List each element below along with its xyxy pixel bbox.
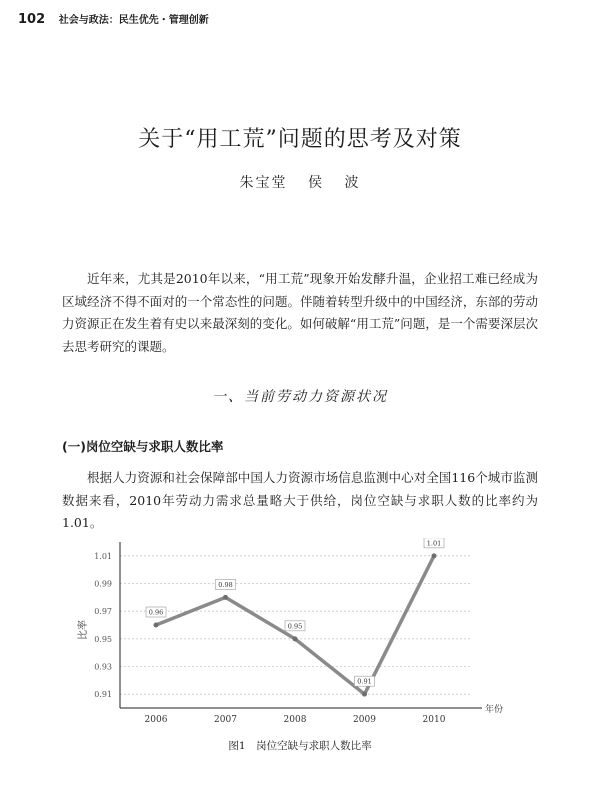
body-paragraph: 根据人力资源和社会保障部中国人力资源市场信息监测中心对全国116个城市监测数据来看，2010年劳动力需求总量略大于供给，岗位空缺与求职人数的比率约为1.01。 — [62, 470, 538, 530]
data-label: 1.01 — [426, 539, 442, 548]
x-tick-label: 2008 — [283, 715, 307, 725]
y-tick-label: 0.97 — [94, 607, 112, 617]
section-heading: 一、当前劳动力资源状况 — [212, 389, 388, 405]
data-label: 0.98 — [218, 580, 233, 589]
running-header — [18, 8, 209, 27]
y-tick-label: 0.91 — [94, 690, 112, 700]
x-tick-label: 2010 — [422, 715, 446, 725]
x-tick-label: 2009 — [353, 715, 376, 725]
ratio-line-chart — [70, 538, 530, 728]
data-label: 0.96 — [148, 608, 164, 617]
data-point — [293, 636, 298, 641]
data-label: 0.95 — [287, 622, 303, 631]
data-label: 0.91 — [357, 677, 372, 686]
y-tick-label: 0.93 — [94, 662, 112, 672]
subsection-heading: (一)岗位空缺与求职人数比率 — [62, 439, 224, 454]
data-point — [362, 692, 367, 697]
intro-paragraph: 近年来，尤其是2010年以来，“用工荒”现象开始发酵升温，企业招工难已经成为区域经济不得不面对的一个常态性的问题。伴随着转型升级中的中国经济，东部的劳动力资源正在发生着有史以来最深刻的变化。如何破解“用工荒”问题，是一个需要深层次去思考研究的课题。 — [62, 271, 538, 354]
y-tick-label: 1.01 — [94, 551, 112, 561]
article-authors: 朱宝堂 侯 波 — [239, 175, 361, 191]
data-point — [223, 595, 228, 600]
data-point — [154, 623, 159, 628]
x-axis-title: 年份 — [485, 705, 504, 715]
x-tick-label: 2007 — [214, 715, 237, 725]
journal-title: 社会与政法：民生优先・管理创新 — [58, 15, 209, 26]
page-number: 102 — [18, 12, 46, 27]
figure-caption: 图1 岗位空缺与求职人数比率 — [228, 740, 372, 752]
y-tick-label: 0.95 — [94, 634, 112, 644]
article-title: 关于“用工荒”问题的思考及对策 — [138, 127, 462, 152]
y-axis-title: 比率 — [78, 620, 89, 640]
y-tick-label: 0.99 — [94, 579, 112, 589]
x-tick-label: 2006 — [144, 715, 168, 725]
data-point — [432, 553, 437, 558]
